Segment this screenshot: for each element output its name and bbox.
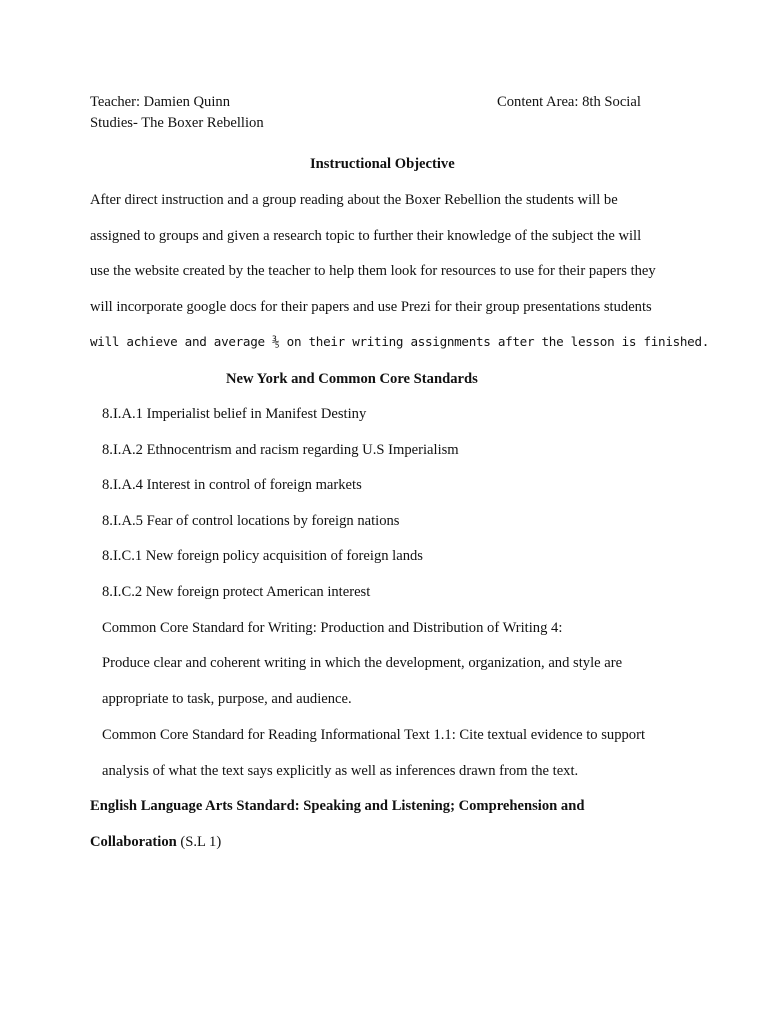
- standard-item: 8.I.C.2 New foreign protect American interest: [102, 584, 371, 600]
- ela-standard-line: English Language Arts Standard: Speaking and Listening; Comprehension and: [90, 798, 585, 814]
- ela-standard-line-2: [90, 833, 221, 851]
- ela-collaboration: Collaboration: [90, 834, 177, 850]
- objective-line: will incorporate google docs for their papers and use Prezi for their group presentations students: [90, 299, 652, 315]
- standard-item: 8.I.C.1 New foreign policy acquisition of foreign lands: [102, 548, 423, 564]
- writing-standard-line: Produce clear and coherent writing in which the development, organization, and style are: [102, 655, 623, 671]
- objective-line: assigned to groups and given a research topic to further their knowledge of the subject the will: [90, 228, 642, 244]
- standard-item: 8.I.A.2 Ethnocentrism and racism regarding U.S Imperialism: [102, 442, 459, 458]
- standards-heading: New York and Common Core Standards: [226, 371, 478, 387]
- objective-line-final: [90, 333, 709, 351]
- objective-line-end: [279, 334, 286, 349]
- content-area-continued: Studies- The Boxer Rebellion: [90, 115, 264, 131]
- writing-standard-line: Common Core Standard for Writing: Production and Distribution of Writing 4:: [102, 620, 563, 636]
- reading-standard-line: analysis of what the text says explicitly as well as inferences drawn from the text.: [102, 763, 579, 779]
- objective-line-start: will achieve and average: [90, 334, 273, 349]
- objective-line-tail: on their writing assignments after the lesson is finished.: [286, 334, 710, 349]
- standard-item: 8.I.A.1 Imperialist belief in Manifest Destiny: [102, 406, 367, 422]
- content-area: Content Area: 8th Social: [497, 94, 641, 110]
- reading-standard-line: Common Core Standard for Reading Informational Text 1.1: Cite textual evidence to support: [102, 727, 646, 743]
- teacher-name: Teacher: Damien Quinn: [90, 94, 230, 110]
- objective-line: use the website created by the teacher to help them look for resources to use for their papers they: [90, 263, 656, 279]
- objective-heading: Instructional Objective: [310, 156, 455, 172]
- objective-line: After direct instruction and a group reading about the Boxer Rebellion the students will be: [90, 192, 618, 208]
- standard-item: 8.I.A.4 Interest in control of foreign markets: [102, 477, 362, 493]
- ela-code: (S.L 1): [176, 834, 222, 850]
- standard-item: 8.I.A.5 Fear of control locations by foreign nations: [102, 513, 400, 529]
- writing-standard-line: appropriate to task, purpose, and audience.: [102, 691, 352, 707]
- objective-fraction: ⅗: [272, 334, 280, 349]
